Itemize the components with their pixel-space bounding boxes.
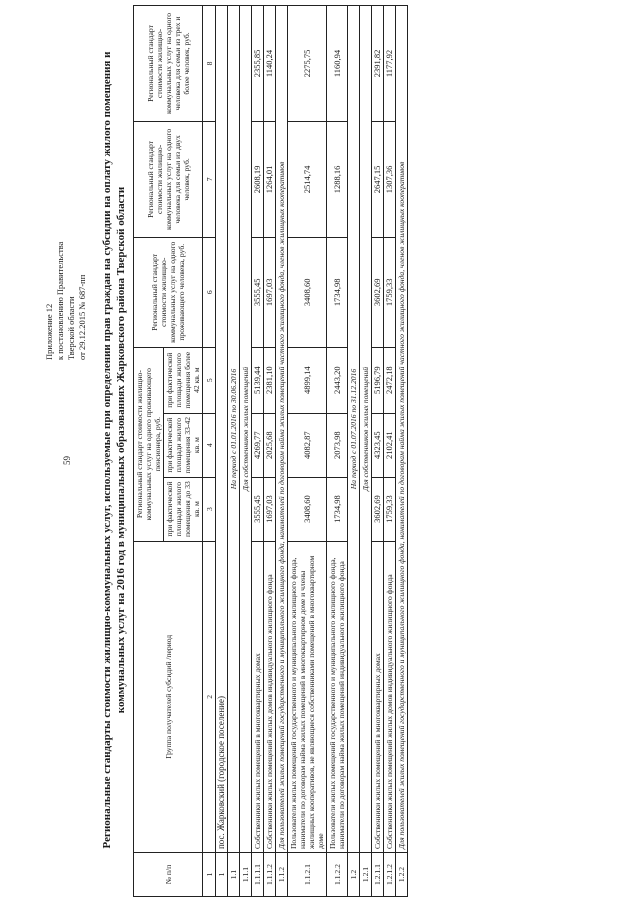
value-cell: 3602,69 [372,477,384,541]
standards-table [133,5,408,897]
col-number: 4 [203,413,216,477]
header-col7: Региональный стандарт стоимости жилищно-коммунальных услуг на одного человека для семьи из двух человек, руб. [134,121,203,237]
appendix-line: к постановлению Правительства [55,241,65,360]
row-label: Собственники жилых помещений жилых домов индивидуального жилищного фонда [264,541,276,852]
row-code: 1 [216,853,228,897]
value-cell: 5196,79 [372,347,384,413]
section-label: Для пользователей жилых помещений государственного и муниципального жилищного фонда, нанимателей по договорам найма жилых помещений частного жилищного фонда, членов жилищных кооперативов [276,6,288,853]
header-col4: при фактической площади жилого помещения 33-42 кв. м [164,413,203,477]
table-row [384,6,396,897]
appendix-line: от 29.12.2015 № 687-пп [77,274,87,360]
section-label: Для собственников жилых помещений [360,6,372,853]
row-code: 1.1.1.2 [264,853,276,897]
table-row [327,6,348,897]
value-cell: 1697,03 [264,477,276,541]
value-cell: 3408,60 [288,477,327,541]
value-cell: 1264,01 [264,121,276,237]
row-code: 1.2.2 [396,853,408,897]
row-code: 1.2.1.2 [384,853,396,897]
row-code: 1.1 [228,853,240,897]
row-code: 1.2.1.1 [372,853,384,897]
header-num: № п/п [134,853,203,897]
col-number: 8 [203,6,216,122]
row-code: 1.1.1 [240,853,252,897]
col-number: 2 [203,541,216,852]
section-label: Для пользователей жилых помещений государственного и муниципального жилищного фонда, нанимателей по договорам найма жилых помещений частного жилищного фонда, членов жилищных кооперативов [396,6,408,853]
header-pensioner-standard: Региональный стандарт стоимости жилищно-коммунальных услуг на одного проживающего пенсионера, руб. [134,347,164,541]
section-row [240,6,252,897]
row-code: 1.2 [348,853,360,897]
header-row [134,6,164,897]
value-cell: 2514,74 [288,121,327,237]
value-cell: 3602,69 [372,237,384,347]
section-row [396,6,408,897]
period-label: На период с 01.07.2016 по 31.12.2016 [348,6,360,853]
value-cell: 1734,98 [327,477,348,541]
value-cell: 2381,10 [264,347,276,413]
row-label: Пользователи жилых помещений государственного и муниципального жилищного фонда, наниматели по договорам найма жилых помещений индивидуального жилищного фонда [327,541,348,852]
value-cell: 1288,16 [327,121,348,237]
table-row [288,6,327,897]
municipality-name: пос. Жарковский (городское поселение) [216,6,228,853]
value-cell: 4082,87 [288,413,327,477]
section-label: Для собственников жилых помещений [240,6,252,853]
appendix-line: Тверской области [66,296,76,360]
header-col6: Региональный стандарт стоимости жилищно-коммунальных услуг на одного проживающего человека, руб. [134,237,203,347]
value-cell: 2647,15 [372,121,384,237]
value-cell: 5139,44 [252,347,264,413]
value-cell: 2355,85 [252,6,264,122]
document-title [100,15,128,885]
period-label: На период с 01.01.2016 по 30.06.2016 [228,6,240,853]
value-cell: 3555,45 [252,477,264,541]
section-row [360,6,372,897]
value-cell: 2073,98 [327,413,348,477]
header-col8: Региональный стандарт стоимости жилищно-коммунальных услуг на одного человека для семьи из трех и более человек, руб. [134,6,203,122]
header-col3: при фактической площади жилого помещения до 33 кв. м [164,477,203,541]
page-number: 59 [62,456,72,465]
table-row [264,6,276,897]
value-cell: 2275,75 [288,6,327,122]
value-cell: 1177,92 [384,6,396,122]
value-cell: 2391,82 [372,6,384,122]
value-cell: 4269,77 [252,413,264,477]
row-label: Собственники жилых помещений в многоквартирных домах [372,541,384,852]
period-row [348,6,360,897]
appendix-line: Приложение 12 [44,303,54,360]
column-number-row [203,6,216,897]
title-line: коммунальных услуг на 2016 год в муниципальных образованиях Жарковского района Тверской области [115,186,127,714]
value-cell: 1734,98 [327,237,348,347]
title-line: Региональные стандарты стоимости жилищно-коммунальных услуг, используемые при определении прав граждан на субсидии на оплату жилого помещения и [101,51,113,849]
value-cell: 3555,45 [252,237,264,347]
table-row [252,6,264,897]
header-group: Группа получателей субсидий /период [134,541,203,852]
value-cell: 3408,60 [288,237,327,347]
value-cell: 2102,41 [384,413,396,477]
value-cell: 1759,33 [384,237,396,347]
value-cell: 1307,36 [384,121,396,237]
value-cell: 4899,14 [288,347,327,413]
col-number: 5 [203,347,216,413]
appendix-reference [44,242,88,360]
value-cell: 1140,24 [264,6,276,122]
value-cell: 2472,18 [384,347,396,413]
row-code: 1.1.2.1 [288,853,327,897]
col-number: 1 [203,853,216,897]
value-cell: 1160,94 [327,6,348,122]
value-cell: 1759,33 [384,477,396,541]
row-code: 1.1.2.2 [327,853,348,897]
col-number: 3 [203,477,216,541]
value-cell: 2443,20 [327,347,348,413]
value-cell: 2025,68 [264,413,276,477]
row-label: Пользователи жилых помещений государственного и муниципального жилищного фонда, наниматели по договорам найма жилых помещений в многоквартирном доме и члены жилищных кооперативов, не являющиеся собственниками помещений в многоквартирном доме [288,541,327,852]
row-code: 1.2.1 [360,853,372,897]
row-label: Собственники жилых помещений жилых домов индивидуального жилищного фонда [384,541,396,852]
municipality-row [216,6,228,897]
col-number: 7 [203,121,216,237]
row-code: 1.1.2 [276,853,288,897]
value-cell: 1697,03 [264,237,276,347]
row-code: 1.1.1.1 [252,853,264,897]
section-row [276,6,288,897]
value-cell: 2608,19 [252,121,264,237]
row-label: Собственники жилых помещений в многоквартирных домах [252,541,264,852]
col-number: 6 [203,237,216,347]
value-cell: 4323,45 [372,413,384,477]
period-row [228,6,240,897]
table-row [372,6,384,897]
header-col5: при фактической площади жилого помещения более 42 кв. м [164,347,203,413]
